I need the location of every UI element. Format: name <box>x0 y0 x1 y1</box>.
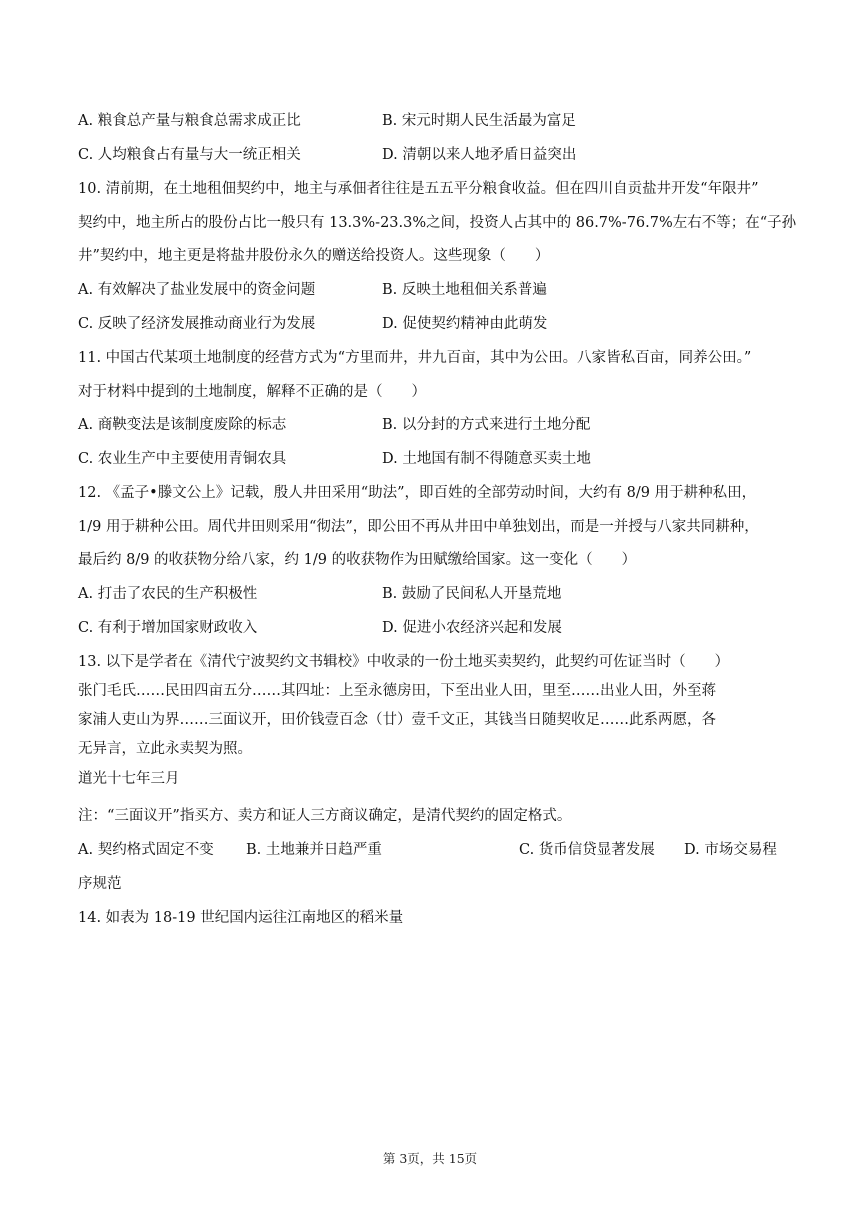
q13-option-d-continued: 序规范 <box>78 876 122 892</box>
q14-stem-line-1: 14. 如表为 18-19 世纪国内运往江南地区的稻米量 <box>78 910 404 926</box>
q13-note: 注：“三面议开”指买方、卖方和证人三方商议确定，是清代契约的固定格式。 <box>78 808 572 824</box>
q10-option-b: B. 反映土地租佃关系普遍 <box>382 282 547 298</box>
q10-stem-line-3: 井”契约中，地主更是将盐井股份永久的赠送给投资人。这些现象（ ） <box>78 248 550 264</box>
q12-stem-line-3: 最后约 8/9 的收获物分给八家，约 1/9 的收获物作为田赋缴给国家。这一变化（ ） <box>78 552 637 568</box>
q11-stem-line-1: 11. 中国古代某项土地制度的经营方式为“方里而井，井九百亩，其中为公田。八家皆私百亩，同养公田。” <box>78 350 752 366</box>
q13-contract-date: 道光十七年三月 <box>78 771 180 787</box>
q10-stem-line-1: 10. 清前期，在土地租佃契约中，地主与承佃者往往是五五平分粮食收益。但在四川自贡盐井开发“年限井” <box>78 181 759 197</box>
q10-options-row-1 <box>78 280 788 300</box>
q13-stem-line-1: 13. 以下是学者在《清代宁波契约文书辑校》中收录的一份土地买卖契约，此契约可佐证当时（ ） <box>78 654 730 670</box>
q12-stem-line-2: 1/9 用于耕种公田。周代井田则采用“彻法”，即公田不再从井田中单独划出，而是一并授与八家共同耕种， <box>78 519 759 535</box>
q11-option-b: B. 以分封的方式来进行土地分配 <box>382 417 591 433</box>
q12-options-row-1 <box>78 584 788 604</box>
q13-contract-line-1: 张门毛氏……民田四亩五分……其四址：上至永德房田，下至出业人田，里至……出业人田，外至蒋 <box>78 683 716 699</box>
page-number-footer: 第 3页，共 15页 <box>382 1151 478 1166</box>
q9-option-c: C. 人均粮食占有量与大一统正相关 <box>78 147 301 163</box>
q12-option-c: C. 有利于增加国家财政收入 <box>78 620 258 636</box>
q12-option-a: A. 打击了农民的生产积极性 <box>78 586 258 602</box>
q9-option-d: D. 清朝以来人地矛盾日益突出 <box>382 147 577 163</box>
q13-contract-line-2: 家浦人吏山为界……三面议开，田价钱壹百念（廿）壹千文正，其钱当日随契收足……此系两愿，各 <box>78 712 716 728</box>
q11-options-row-1 <box>78 415 788 435</box>
q12-stem-line-1: 12. 《孟子•滕文公上》记载，殷人井田采用“助法”，即百姓的全部劳动时间，大约有 8/9 用于耕种私田， <box>78 485 757 501</box>
q13-options-row <box>78 840 788 860</box>
q11-option-d: D. 土地国有制不得随意买卖土地 <box>382 451 591 467</box>
q13-option-b: B. 土地兼并日趋严重 <box>246 842 382 858</box>
q9-options-row-1 <box>78 111 788 131</box>
q11-stem-line-2: 对于材料中提到的土地制度，解释不正确的是（ ） <box>78 384 426 400</box>
q12-option-b: B. 鼓励了民间私人开垦荒地 <box>382 586 562 602</box>
q9-option-b: B. 宋元时期人民生活最为富足 <box>382 113 576 129</box>
q13-option-a: A. 契约格式固定不变 <box>78 842 214 858</box>
q9-options-row-2 <box>78 145 788 165</box>
q11-option-a: A. 商鞅变法是该制度废除的标志 <box>78 417 287 433</box>
q13-option-c: C. 货币信贷显著发展 <box>519 842 655 858</box>
q10-options-row-2 <box>78 314 788 334</box>
q12-option-d: D. 促进小农经济兴起和发展 <box>382 620 562 636</box>
q10-option-c: C. 反映了经济发展推动商业行为发展 <box>78 316 316 332</box>
q13-option-d: D. 市场交易程 <box>684 842 777 858</box>
q10-option-a: A. 有效解决了盐业发展中的资金问题 <box>78 282 316 298</box>
q12-options-row-2 <box>78 618 788 638</box>
q11-options-row-2 <box>78 449 788 469</box>
q10-stem-line-2: 契约中，地主所占的股份占比一般只有 13.3%-23.3%之间，投资人占其中的 86.7%-76.7%左右不等；在“子孙 <box>78 215 797 231</box>
q13-contract-line-3: 无异言，立此永卖契为照。 <box>78 741 252 757</box>
q10-option-d: D. 促使契约精神由此萌发 <box>382 316 548 332</box>
q9-option-a: A. 粮食总产量与粮食总需求成正比 <box>78 113 301 129</box>
q11-option-c: C. 农业生产中主要使用青铜农具 <box>78 451 287 467</box>
